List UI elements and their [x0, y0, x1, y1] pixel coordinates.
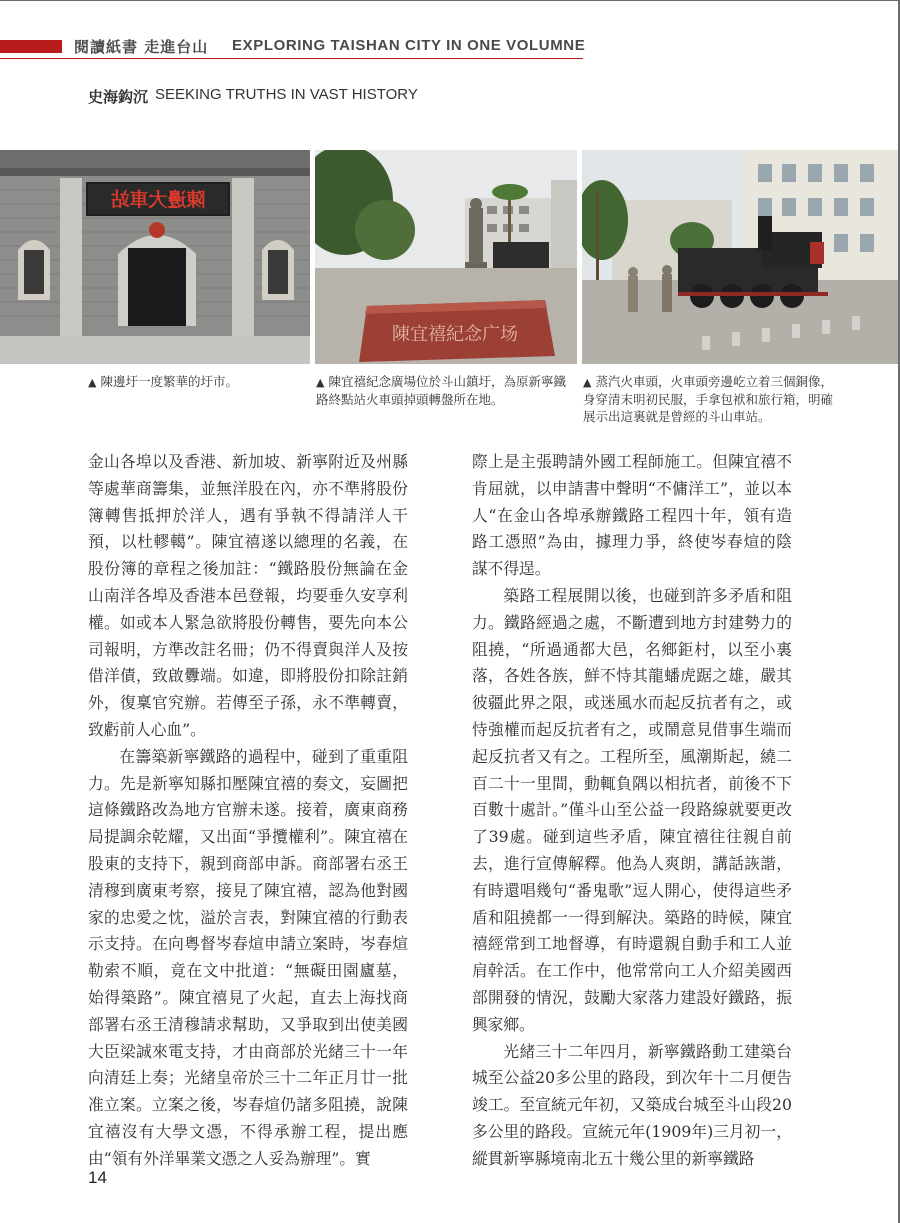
caption-photo-1 [88, 373, 308, 391]
column-title-en: SEEKING TRUTHS IN VAST HISTORY [155, 86, 418, 103]
caption-marker: ▲ [88, 376, 97, 389]
article-column-right [472, 449, 792, 1173]
photo-memorial-square [315, 150, 577, 364]
photo-steam-locomotive [582, 150, 898, 364]
caption-photo-3 [583, 373, 845, 425]
paragraph: 光緒三十二年四月，新寧鐵路動工建築台城至公益20多公里的路段，到次年十二月便告竣工。至宣統元年初，又築成台城至斗山段20多公里的路段。宣統元年(1909年)三月初一，縱貫新寧縣境南北五十幾公里的新寧鐵路 [472, 1041, 792, 1168]
article-column-left [88, 449, 408, 1173]
paragraph: 築路工程展開以後，也碰到許多矛盾和阻力。鐵路經過之處，不斷遭到地方封建勢力的阻撓，“所過通都大邑，名鄉鉅村，以至小裏落，各姓各族，鮮不恃其龍蟠虎踞之雄，嚴其彼疆此界之限，或迷風水而起反抗者有之，或恃強權而起反抗者有之，或鬧意見借事生端而起反抗者又有之。工程所至，風潮斯起，繞二百二十一里間，動輒負隅以相抗者，前後不下百數十處計。”僅斗山至公益一段路線就要更改了39處。碰到這些矛盾，陳宜禧往往親自前去，進行宣傳解釋。他為人爽朗，講話詼諧，有時還唱幾句“番鬼歌”逗人開心，使得這些矛盾和阻撓都一一得到解決。築路的時候，陳宜禧經常到工地督導，有時還親自動手和工人並肩幹活。在工作中，他常常向工人介紹美國西部開發的情況，鼓勵大家落力建設好鐵路，振興家鄉。 [472, 585, 792, 1034]
caption-text: 陳宜禧紀念廣場位於斗山鎮圩，為原新寧鐵路終點站火車頭掉頭轉盤所在地。 [316, 374, 566, 407]
column-title-zh: 史海鈎沉 [88, 88, 149, 106]
page-number: 14 [88, 1168, 107, 1187]
photo-station-building [0, 150, 310, 364]
page-border-top [0, 0, 900, 1]
caption-marker: ▲ [316, 376, 325, 389]
caption-text: 蒸汽火車頭，火車頭旁邊屹立着三個銅像，身穿清末明初民服，手拿包袱和旅行箱，明確展示出這裏就是曾經的斗山車站。 [583, 374, 834, 424]
station-sign-text: 陳邊大車站 [110, 189, 206, 211]
paragraph: 際上是主張聘請外國工程師施工。但陳宜禧不肯屈就，以申請書中聲明“不傭洋工”，並以本人“在金山各埠承辦鐵路工程四十年，領有造路工憑照”為由，據理力爭，終使岑春煊的陰謀不得逞。 [472, 452, 792, 579]
header-rule [0, 58, 583, 59]
caption-text: 陳邊圩一度繁華的圩市。 [100, 374, 238, 389]
paragraph: 在籌築新寧鐵路的過程中，碰到了重重阻力。先是新寧知縣扣壓陳宜禧的奏文，妄圖把這條鐵路改為地方官辦未遂。接着，廣東商務局提調余乾耀，又出面“爭攬權利”。陳宜禧在股東的支持下，親到商部申訴。商部署右丞王清穆到廣東考察，接見了陳宜禧，認為他對國家的忠愛之忱，溢於言表，對陳宜禧的行動表示支持。在向粵督岑春煊申請立案時，岑春煊勒索不順，竟在文中批道：“無礙田園廬墓，始得築路”。陳宜禧見了火起，直去上海找商部署右丞王清穆請求幫助，又爭取到出使美國大臣梁誠來電支持，才由商部於光緒三十一年向清廷上奏；光緒皇帝於三十二年正月廿一批准立案。立案之後，岑春煊仍諸多阻撓，說陳宜禧沒有大學文憑，不得承辦工程，提出應由“領有外洋畢業文憑之人妥為辦理”。實 [88, 746, 408, 1168]
caption-marker: ▲ [583, 376, 592, 389]
plaque-text: 陳宜禧紀念广场 [392, 324, 518, 345]
paragraph: 金山各埠以及香港、新加坡、新寧附近及州縣等處華商籌集，並無洋股在內，亦不準將股份簿轉售抵押於洋人，遇有爭執不得請洋人干預，以杜轇轕”。陳宜禧遂以總理的名義，在股份簿的章程之後加註：“鐵路股份無論在金山南洋各埠及香港本邑登報，均要垂久安享利權。如或本人緊急欲將股份轉售，要先向本公司報明，方準改註名冊；仍不得賣與洋人及按借洋債，致啟釁端。如違，即將股份扣除註銷外，復稟官究辦。若傳至子孫，永不準轉賣，致虧前人心血”。 [88, 452, 408, 739]
header-section-zh: 閱讀紙書 走進台山 [74, 38, 209, 56]
header-section-en: EXPLORING TAISHAN CITY IN ONE VOLUMNE [232, 37, 586, 54]
caption-photo-2 [316, 373, 568, 408]
header-accent-bar [0, 40, 62, 53]
